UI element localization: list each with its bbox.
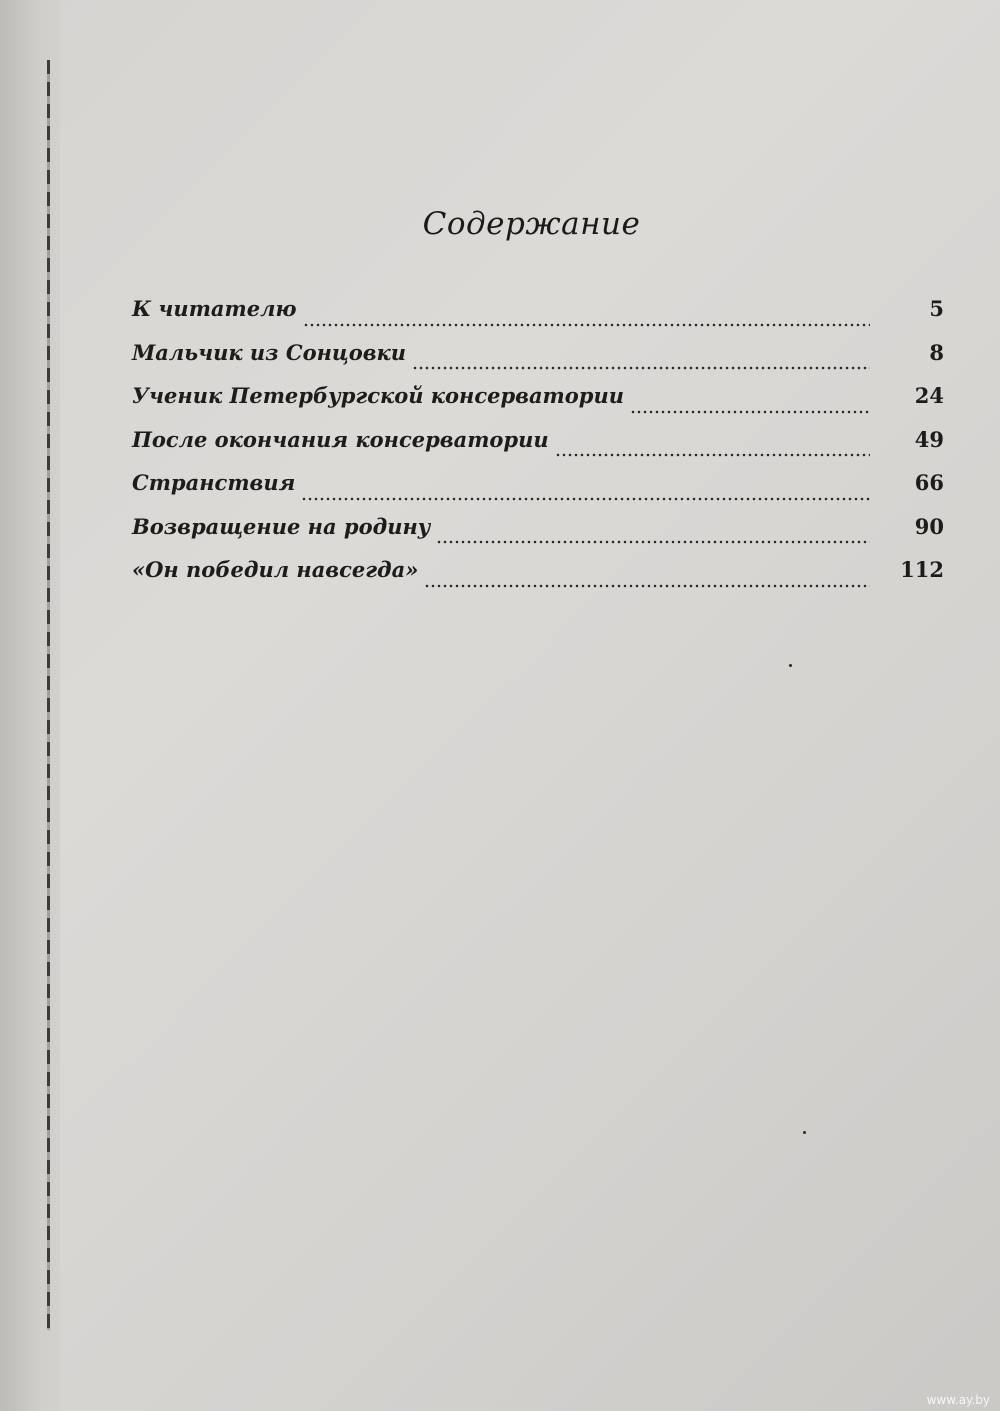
toc-entry-title: Возвращение на родину — [132, 513, 431, 539]
toc-entry-title: Странствия — [132, 470, 296, 495]
toc-entry — [132, 470, 944, 514]
dot-leader — [424, 584, 870, 588]
table-of-contents — [132, 296, 944, 601]
dot-leader — [412, 366, 870, 370]
toc-entry-page: 24 — [914, 383, 944, 408]
dot-leader — [630, 410, 870, 414]
ink-speck — [789, 664, 792, 667]
toc-entry-page: 66 — [914, 470, 944, 495]
page-title: Содержание — [422, 206, 641, 242]
toc-entry-title: К читателю — [132, 296, 297, 321]
toc-entry-page: 5 — [929, 296, 944, 321]
dot-leader — [303, 323, 870, 327]
toc-entry-page: 49 — [914, 426, 944, 452]
ink-speck — [803, 1131, 806, 1134]
toc-entry — [132, 296, 944, 340]
toc-entry-title: После окончания консерватории — [132, 426, 549, 452]
toc-entry — [132, 557, 944, 601]
toc-entry-page: 90 — [914, 513, 944, 539]
toc-entry-title: Ученик Петербургской консерватории — [132, 383, 624, 408]
toc-entry — [132, 383, 944, 427]
dot-leader — [555, 453, 870, 457]
show-through-imprint — [230, 740, 790, 1070]
dot-leader — [301, 497, 870, 501]
watermark: www.ay.by — [926, 1393, 990, 1407]
toc-entry — [132, 514, 944, 558]
binding-stitch — [47, 60, 50, 1330]
toc-entry-page: 112 — [900, 557, 944, 582]
toc-entry-title: «Он победил навсегда» — [132, 557, 419, 582]
toc-entry-page: 8 — [929, 339, 944, 365]
dot-leader — [436, 540, 870, 544]
toc-entry-title: Мальчик из Сонцовки — [132, 339, 407, 365]
toc-entry — [132, 427, 944, 471]
toc-entry — [132, 340, 944, 384]
